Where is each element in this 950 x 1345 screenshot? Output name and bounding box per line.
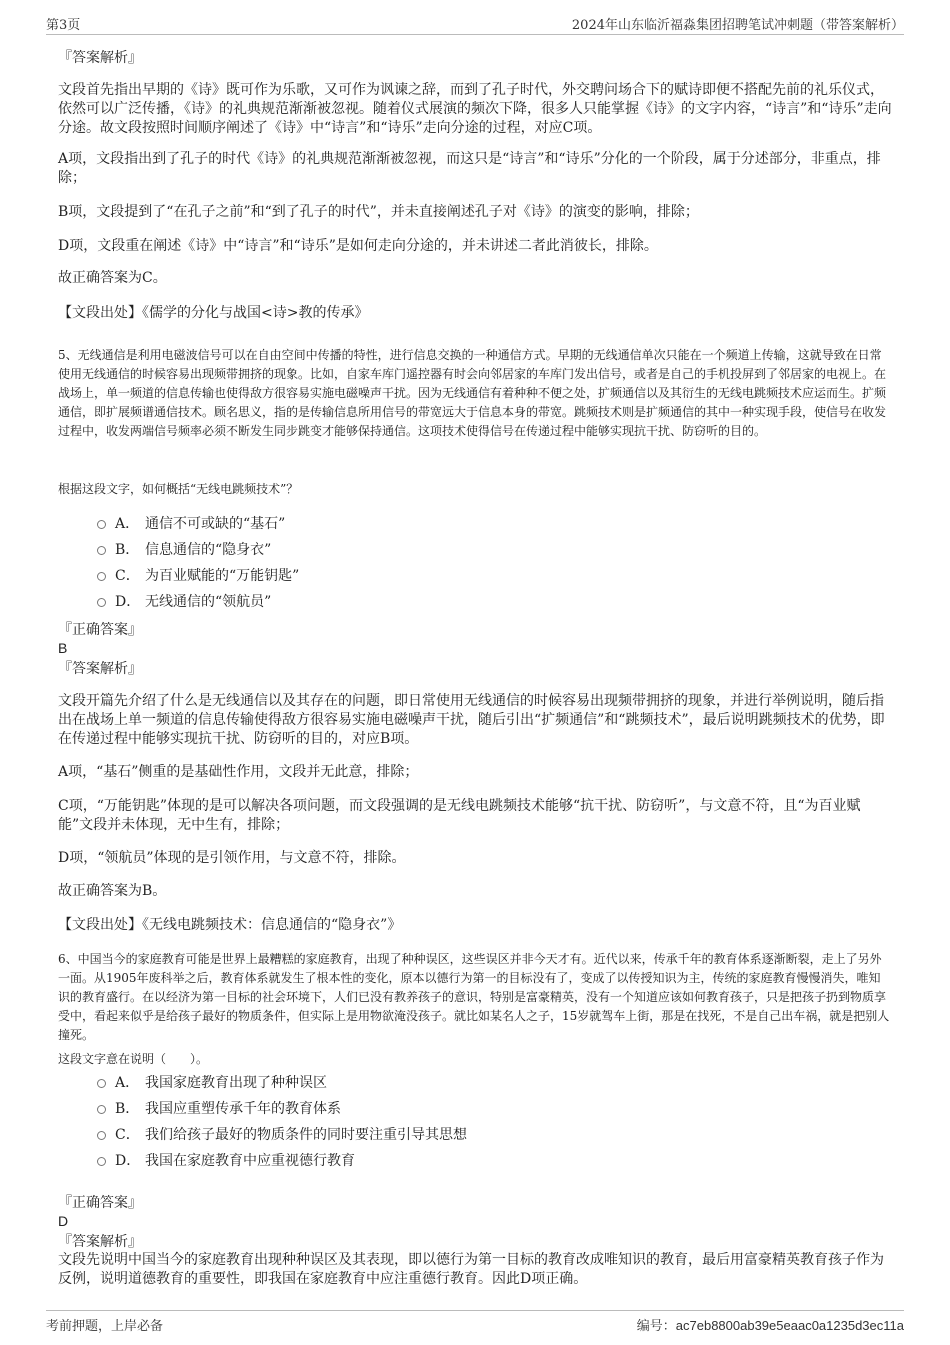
q4-conclusion: 故正确答案为C。 bbox=[58, 270, 167, 286]
q5-analysis-label: 『答案解析』 bbox=[58, 661, 142, 677]
q5-source: 【文段出处】《无线电跳频技术：信息通信的“隐身衣”》 bbox=[58, 917, 402, 933]
option-letter: C． bbox=[115, 1127, 140, 1143]
option-text: 我国应重塑传承千年的教育体系 bbox=[145, 1101, 341, 1117]
q4-note-a: A项，文段指出到了孔子的时代《诗》的礼典规范渐渐被忽视，而这只是“诗言”和“诗乐”分化的一个阶段，属于分述部分，非重点，排除； bbox=[58, 151, 881, 186]
q6-correct-label: 『正确答案』 bbox=[58, 1195, 142, 1211]
option-letter: B． bbox=[115, 542, 140, 558]
option-letter: A． bbox=[115, 516, 140, 532]
footer-slogan: 考前押题，上岸必备 bbox=[46, 1319, 164, 1334]
radio-icon[interactable] bbox=[97, 1131, 106, 1140]
q5-correct-label: 『正确答案』 bbox=[58, 622, 142, 638]
option-letter: D． bbox=[115, 1153, 141, 1169]
page-header bbox=[46, 12, 904, 35]
q4-note-d: D项，文段重在阐述《诗》中“诗言”和“诗乐”是如何走向分途的，并未讲述二者此消彼长，排除。 bbox=[58, 238, 658, 254]
q6-question: 这段文字意在说明（ ）。 bbox=[58, 1052, 209, 1066]
q5-analysis: 文段开篇先介绍了什么是无线通信以及其存在的问题，即日常使用无线通信的时候容易出现频带拥挤的现象，并进行举例说明，随后指出在战场上单一频道的信息传输使得敌方很容易实施电磁噪声干扰，随后引出“扩频通信”和“跳频技术”，最后说明跳频技术的优势，即在传递过程中能够实现抗干扰、防窃听的目的，对应B项。 bbox=[58, 693, 885, 747]
q6-stem: 6、中国当今的家庭教育可能是世界上最糟糕的家庭教育，出现了种种误区，这些误区并非今天才有。近代以来，传承千年的教育体系逐渐断裂，走上了另外一面。从1905年废科举之后，教育体系就发生了根本性的变化，原本以德行为第一的目标没有了，变成了以传授知识为主，传统的家庭教育慢慢消失，唯知识的教育盛行。在以经济为第一目标的社会环境下，人们已没有教养孩子的意识，特别是富豪精英，没有一个知道应该如何教育孩子，只是把孩子扔到物质享受中，看起来似乎是给孩子最好的物质条件，但实际上是用物欲淹没孩子。就比如某名人之子，15岁就驾车上街，那是在找死，不是自己出车祸，就是把别人撞死。 bbox=[58, 952, 890, 1042]
radio-icon[interactable] bbox=[97, 520, 106, 529]
q5-question: 根据这段文字，如何概括“无线电跳频技术”？ bbox=[58, 482, 299, 496]
option-text: 通信不可或缺的“基石” bbox=[145, 516, 286, 532]
q5-note-c: C项，“万能钥匙”体现的是可以解决各项问题，而文段强调的是无线电跳频技术能够“抗干扰、防窃听”，与文意不符，且“为百业赋能”文段并未体现，无中生有，排除； bbox=[58, 798, 861, 833]
q6-analysis-label: 『答案解析』 bbox=[58, 1234, 142, 1250]
radio-icon[interactable] bbox=[97, 572, 106, 581]
option-text: 无线通信的“领航员” bbox=[145, 594, 272, 610]
q6-correct-answer: D bbox=[58, 1213, 69, 1229]
radio-icon[interactable] bbox=[97, 1079, 106, 1088]
footer-code bbox=[637, 1315, 904, 1334]
q5-note-d: D项，“领航员”体现的是引领作用，与文意不符，排除。 bbox=[58, 850, 406, 866]
q4-note-b: B项，文段提到了“在孔子之前”和“到了孔子的时代”，并未直接阐述孔子对《诗》的演变的影响，排除； bbox=[58, 204, 699, 220]
q5-conclusion: 故正确答案为B。 bbox=[58, 883, 167, 899]
option-text: 我国在家庭教育中应重视德行教育 bbox=[145, 1153, 355, 1169]
q5-correct-answer: B bbox=[58, 640, 68, 656]
page-number: 第3页 bbox=[46, 18, 81, 33]
radio-icon[interactable] bbox=[97, 598, 106, 607]
radio-icon[interactable] bbox=[97, 1157, 106, 1166]
q5-stem: 5、无线通信是利用电磁波信号可以在自由空间中传播的特性，进行信息交换的一种通信方式。早期的无线通信单次只能在一个频道上传输，这就导致在日常使用无线通信的时候容易出现频带拥挤的现象。比如，自家车库门遥控器有时会向邻居家的车库门发出信号，或者是自己的手机投屏到了邻居家的电视上。在战场上，单一频道的信息传输也使得敌方很容易实施电磁噪声干扰。因为无线通信有着种种不便之处，扩频通信以及其衍生的无线电跳频技术应运而生。扩频通信，即扩展频谱通信技术。顾名思义，指的是传输信息所用信号的带宽远大于信息本身的带宽。跳频技术则是扩频通信的其中一种实现手段，使信号在收发过程中，收发两端信号频率必须不断发生同步跳变才能够保持通信。这项技术使得信号在传递过程中能够实现抗干扰、防窃听的目的。 bbox=[58, 348, 887, 438]
option-text: 信息通信的“隐身衣” bbox=[145, 542, 272, 558]
radio-icon[interactable] bbox=[97, 1105, 106, 1114]
document-title: 2024年山东临沂福淼集团招聘笔试冲刺题（带答案解析） bbox=[571, 18, 904, 33]
radio-icon[interactable] bbox=[97, 546, 106, 555]
option-text: 为百业赋能的“万能钥匙” bbox=[145, 568, 300, 584]
option-text: 我国家庭教育出现了种种误区 bbox=[145, 1075, 327, 1091]
option-text: 我们给孩子最好的物质条件的同时要注重引导其思想 bbox=[145, 1127, 467, 1143]
q4-source: 【文段出处】《儒学的分化与战国<诗>教的传承》 bbox=[58, 305, 369, 321]
q4-analysis: 文段首先指出早期的《诗》既可作为乐歌，又可作为讽谏之辞，而到了孔子时代，外交聘问场合下的赋诗即便不搭配先前的礼乐仪式，依然可以广泛传播，《诗》的礼典规范渐渐被忽视。随着仪式展演的频次下降，很多人只能掌握《诗》的文字内容，“诗言”和“诗乐”走向分途。故文段按照时间顺序阐述了《诗》中“诗言”和“诗乐”走向分途的过程，对应C项。 bbox=[58, 82, 892, 136]
footer-code-label: 编号： bbox=[636, 1319, 676, 1334]
option-letter: D． bbox=[115, 594, 141, 610]
q5-note-a: A项，“基石”侧重的是基础性作用，文段并无此意，排除； bbox=[58, 764, 419, 780]
page-footer bbox=[46, 1310, 904, 1335]
option-letter: B． bbox=[115, 1101, 140, 1117]
footer-code-value: ac7eb8800ab39e5eaac0a1235d3ec11a bbox=[675, 1318, 904, 1333]
option-letter: C． bbox=[115, 568, 140, 584]
option-letter: A． bbox=[115, 1075, 140, 1091]
q4-analysis-label: 『答案解析』 bbox=[58, 50, 142, 66]
q6-analysis: 文段先说明中国当今的家庭教育出现种种误区及其表现，即以德行为第一目标的教育改成唯知识的教育，最后用富豪精英教育孩子作为反例，说明道德教育的重要性，即我国在家庭教育中应注重德行教育。因此D项正确。 bbox=[58, 1252, 884, 1287]
